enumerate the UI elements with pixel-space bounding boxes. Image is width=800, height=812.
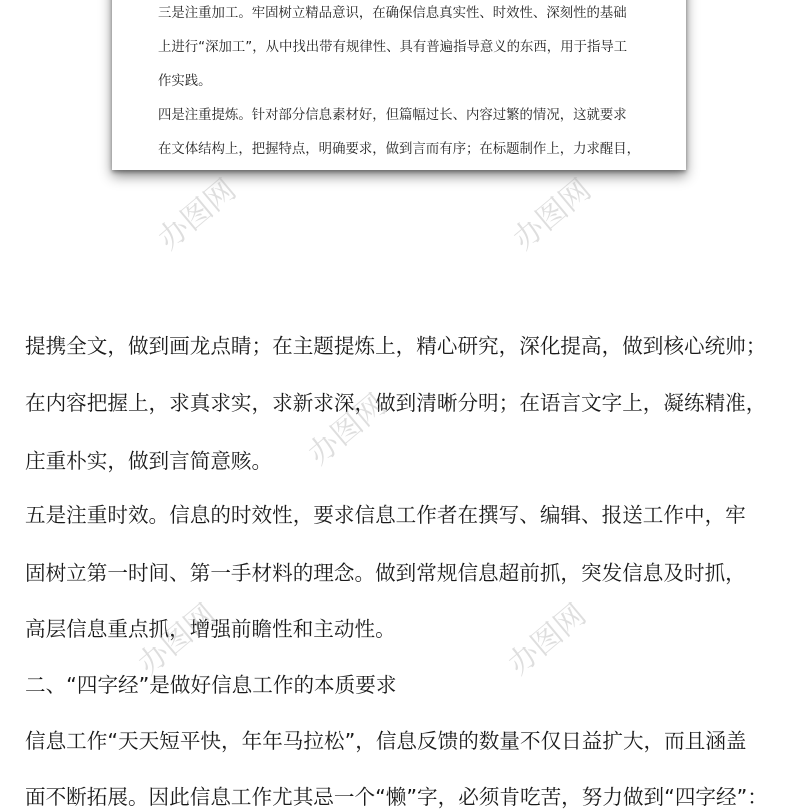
preview-line: 四是注重提炼。针对部分信息素材好，但篇幅过长、内容过繁的情况，这就要求: [158, 108, 627, 123]
body-line: 高层信息重点抓，增强前瞻性和主动性。: [25, 617, 396, 641]
preview-line: 上进行“深加工”，从中找出带有规律性、具有普遍指导意义的东西，用于指导工: [158, 40, 628, 55]
preview-line: 三是注重加工。牢固树立精品意识，在确保信息真实性、时效性、深刻性的基础: [158, 6, 627, 21]
body-line: 固树立第一时间、第一手材料的理念。做到常规信息超前抓，突发信息及时抓，: [25, 561, 746, 585]
preview-line: 在文体结构上，把握特点，明确要求，做到言而有序；在标题制作上，力求醒目，: [158, 142, 641, 157]
document-preview-card: [112, 0, 686, 170]
watermark: 办图网: [301, 387, 393, 473]
watermark: 办图网: [506, 172, 598, 258]
body-line: 信息工作“天天短平快，年年马拉松”，信息反馈的数量不仅日益扩大，而且涵盖: [25, 729, 747, 753]
body-line: 在内容把握上，求真求实，求新求深，做到清晰分明；在语言文字上，凝练精准，: [25, 391, 767, 415]
body-line: 面不断拓展。因此信息工作尤其忌一个“懒”字，必须肯吃苦，努力做到“四字经”：: [25, 785, 768, 809]
watermark: 办图网: [151, 172, 243, 258]
watermark: 办图网: [131, 597, 223, 683]
preview-line: 作实践。: [158, 74, 212, 89]
body-line: 庄重朴实，做到言简意赅。: [25, 449, 273, 473]
watermark: 办图网: [501, 597, 593, 683]
body-line: 五是注重时效。信息的时效性，要求信息工作者在撰写、编辑、报送工作中，牢: [25, 503, 746, 527]
body-line: 提携全文，做到画龙点睛；在主题提炼上，精心研究，深化提高，做到核心统帅；: [25, 334, 767, 358]
section-heading: 二、“四字经”是做好信息工作的本质要求: [25, 673, 397, 697]
